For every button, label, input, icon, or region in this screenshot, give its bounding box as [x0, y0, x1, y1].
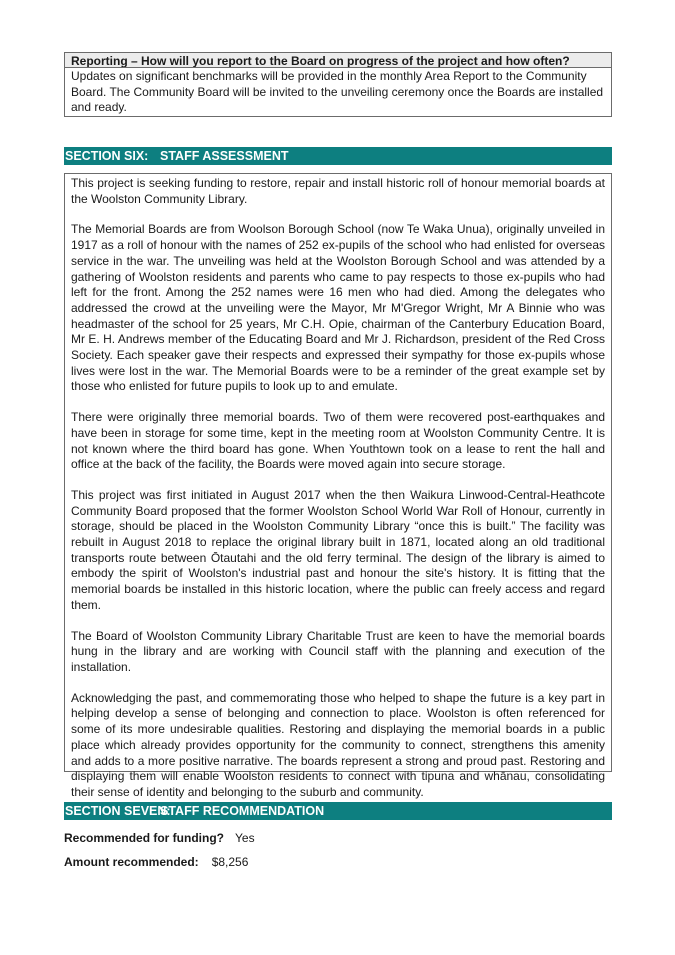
section-seven-number: SECTION SEVEN: — [65, 804, 171, 818]
recommended-value: Yes — [235, 831, 255, 845]
amount-label: Amount recommended: — [64, 855, 199, 869]
section-six-title: STAFF ASSESSMENT — [160, 149, 289, 163]
section-six-number: SECTION SIX: — [65, 149, 149, 163]
amount-row — [64, 854, 248, 870]
assessment-paragraph-5: The Board of Woolston Community Library Charitable Trust are keen to have the memorial boards hung in the library and are working with Council staff with the planning and execution of the installation. — [71, 628, 605, 674]
recommended-label: Recommended for funding? — [64, 831, 224, 845]
reporting-heading: Reporting – How will you report to the Board on progress of the project and how often? — [65, 53, 611, 68]
assessment-paragraph-2: The Memorial Boards are from Woolson Borough School (now Te Waka Unua), originally unveiled in 1917 as a roll of honour with the names of 252 ex-pupils of the school who had enlisted for overseas service in the war. The unveiling was held at the Woolston Borough School and was attended by a gathering of Woolston residents and parents who came to pay respects to those ex-pupils who had left for the front. Among the 252 names were 16 men who had died. Among the delegates who addressed the crowd at the unveiling were the Mayor, Mr M'Gregor Wright, Mr A Binnie who was headmaster of the school for 25 years, Mr C.H. Opie, chairman of the Canterbury Education Board, Mr E. H. Andrews member of the Educating Board and Mr J. Richardson, president of the Red Cross Society. Each speaker gave their respects and expressed their sympathy for those ex-pupils whose lives were lost in the war. The Memorial Boards were to be a reminder of the great example set by those who enlisted for future pupils to look up to and emulate. — [71, 222, 605, 394]
assessment-paragraph-4: This project was first initiated in August 2017 when the then Waikura Linwood-Central-Heathcote Community Board proposed that the former Woolston School World War Roll of Honour, currently in storage, should be placed in the Woolston Community Library “once this is built.” The facility was rebuilt in August 2018 to replace the original library built in 1871, located along an old traditional transports route between Ōtautahi and the old ferry terminal. The design of the library is aimed to embody the spirit of Woolston's industrial past and honour the site's history. It is fitting that the memorial boards be installed in this historic location, where the public can freely access and regard them. — [71, 487, 605, 612]
staff-assessment-box — [64, 173, 612, 799]
section-seven-title: STAFF RECOMMENDATION — [160, 804, 325, 818]
assessment-paragraph-3: There were originally three memorial boards. Two of them were recovered post-earthquakes and have been in storage for some time, kept in the meeting room at Woolston Community Centre. It is not known where the third board has gone. When Youthtown took on a lease to rent the hall and office at the back of the facility, the Boards were moved again into secure storage. — [71, 410, 605, 472]
section-six-header — [64, 147, 612, 165]
assessment-paragraph-1: This project is seeking funding to restore, repair and install historic roll of honour memorial boards at the Woolston Community Library. — [71, 176, 605, 206]
assessment-paragraph-6: Acknowledging the past, and commemorating those who helped to shape the future is a key part in helping develop a sense of belonging and connection to place. Woolston is often referenced for some of its more undesirable qualities. Restoring and displaying the memorial boards in a public place which already provides opportunity for the community to connect, strengthens this amenity and adds to a more positive narrative. The boards represent a strong and proud past. Restoring and displaying them will enable Woolston residents to connect with tipuna and whānau, consolidating their sense of identity and belonging to the suburb and community. — [71, 690, 605, 799]
recommended-row — [64, 830, 255, 846]
reporting-body: Updates on significant benchmarks will be provided in the monthly Area Report to the Community Board. The Community Board will be invited to the unveiling ceremony once the Boards are installed and ready. — [71, 69, 604, 114]
amount-value: $8,256 — [211, 855, 249, 869]
section-seven-header — [64, 802, 612, 820]
reporting-box — [64, 52, 612, 117]
